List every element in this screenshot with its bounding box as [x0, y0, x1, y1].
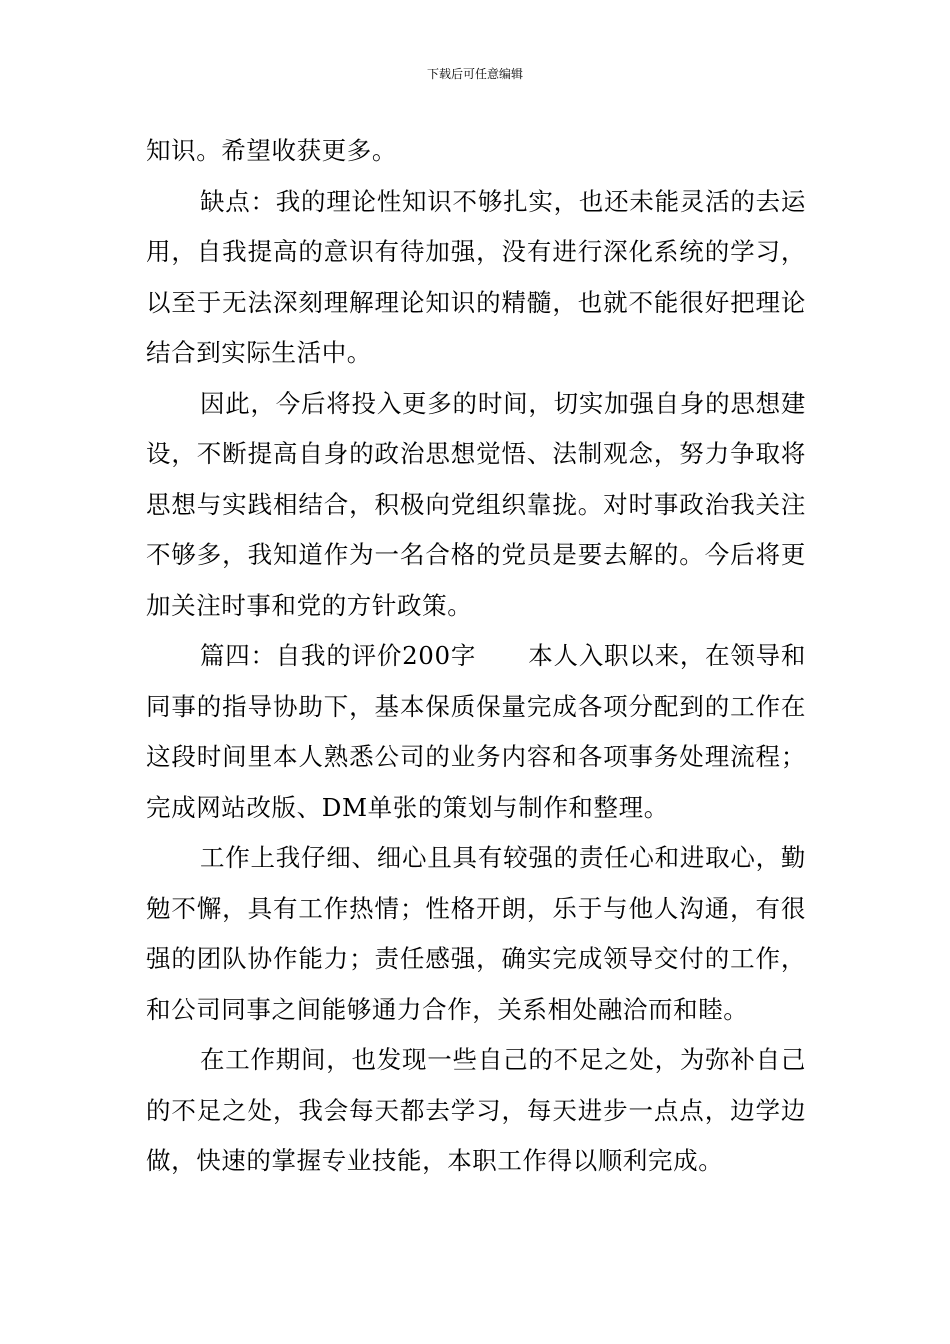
paragraph-2: 缺点：我的理论性知识不够扎实，也还未能灵活的去运用，自我提高的意识有待加强，没有进行深化系统的学习，以至于无法深刻理解理论知识的精髓，也就不能很好把理论结合到实际生活中。: [146, 186, 806, 367]
page-header: 下载后可任意编辑: [426, 67, 523, 81]
section-4-paragraph: [146, 631, 806, 833]
document-body: [146, 126, 806, 1187]
section-4-text: 本人入职以来，在领导和同事的指导协助下，基本保质保量完成各项分配到的工作在这段时间里本人熟悉公司的业务内容和各项事务处理流程；完成网站改版、DM单张的策划与制作和整理。: [146, 641, 806, 822]
paragraph-3: 因此，今后将投入更多的时间，切实加强自身的思想建设，不断提高自身的政治思想觉悟、法制观念，努力争取将思想与实践相结合，积极向党组织靠拢。对时事政治我关注不够多，我知道作为一名合格的党员是要去解的。今后将更加关注时事和党的方针政策。: [146, 388, 806, 620]
paragraph-5: 工作上我仔细、细心且具有较强的责任心和进取心，勤勉不懈，具有工作热情；性格开朗，乐于与他人沟通，有很强的团队协作能力；责任感强，确实完成领导交付的工作，和公司同事之间能够通力合作，关系相处融洽而和睦。: [146, 843, 806, 1024]
paragraph-6: 在工作期间，也发现一些自己的不足之处，为弥补自己的不足之处，我会每天都去学习，每天进步一点点，边学边做，快速的掌握专业技能，本职工作得以顺利完成。: [146, 1045, 806, 1175]
section-4-heading: 篇四：自我的评价200字: [200, 641, 477, 670]
paragraph-1: 知识。希望收获更多。: [146, 136, 397, 165]
